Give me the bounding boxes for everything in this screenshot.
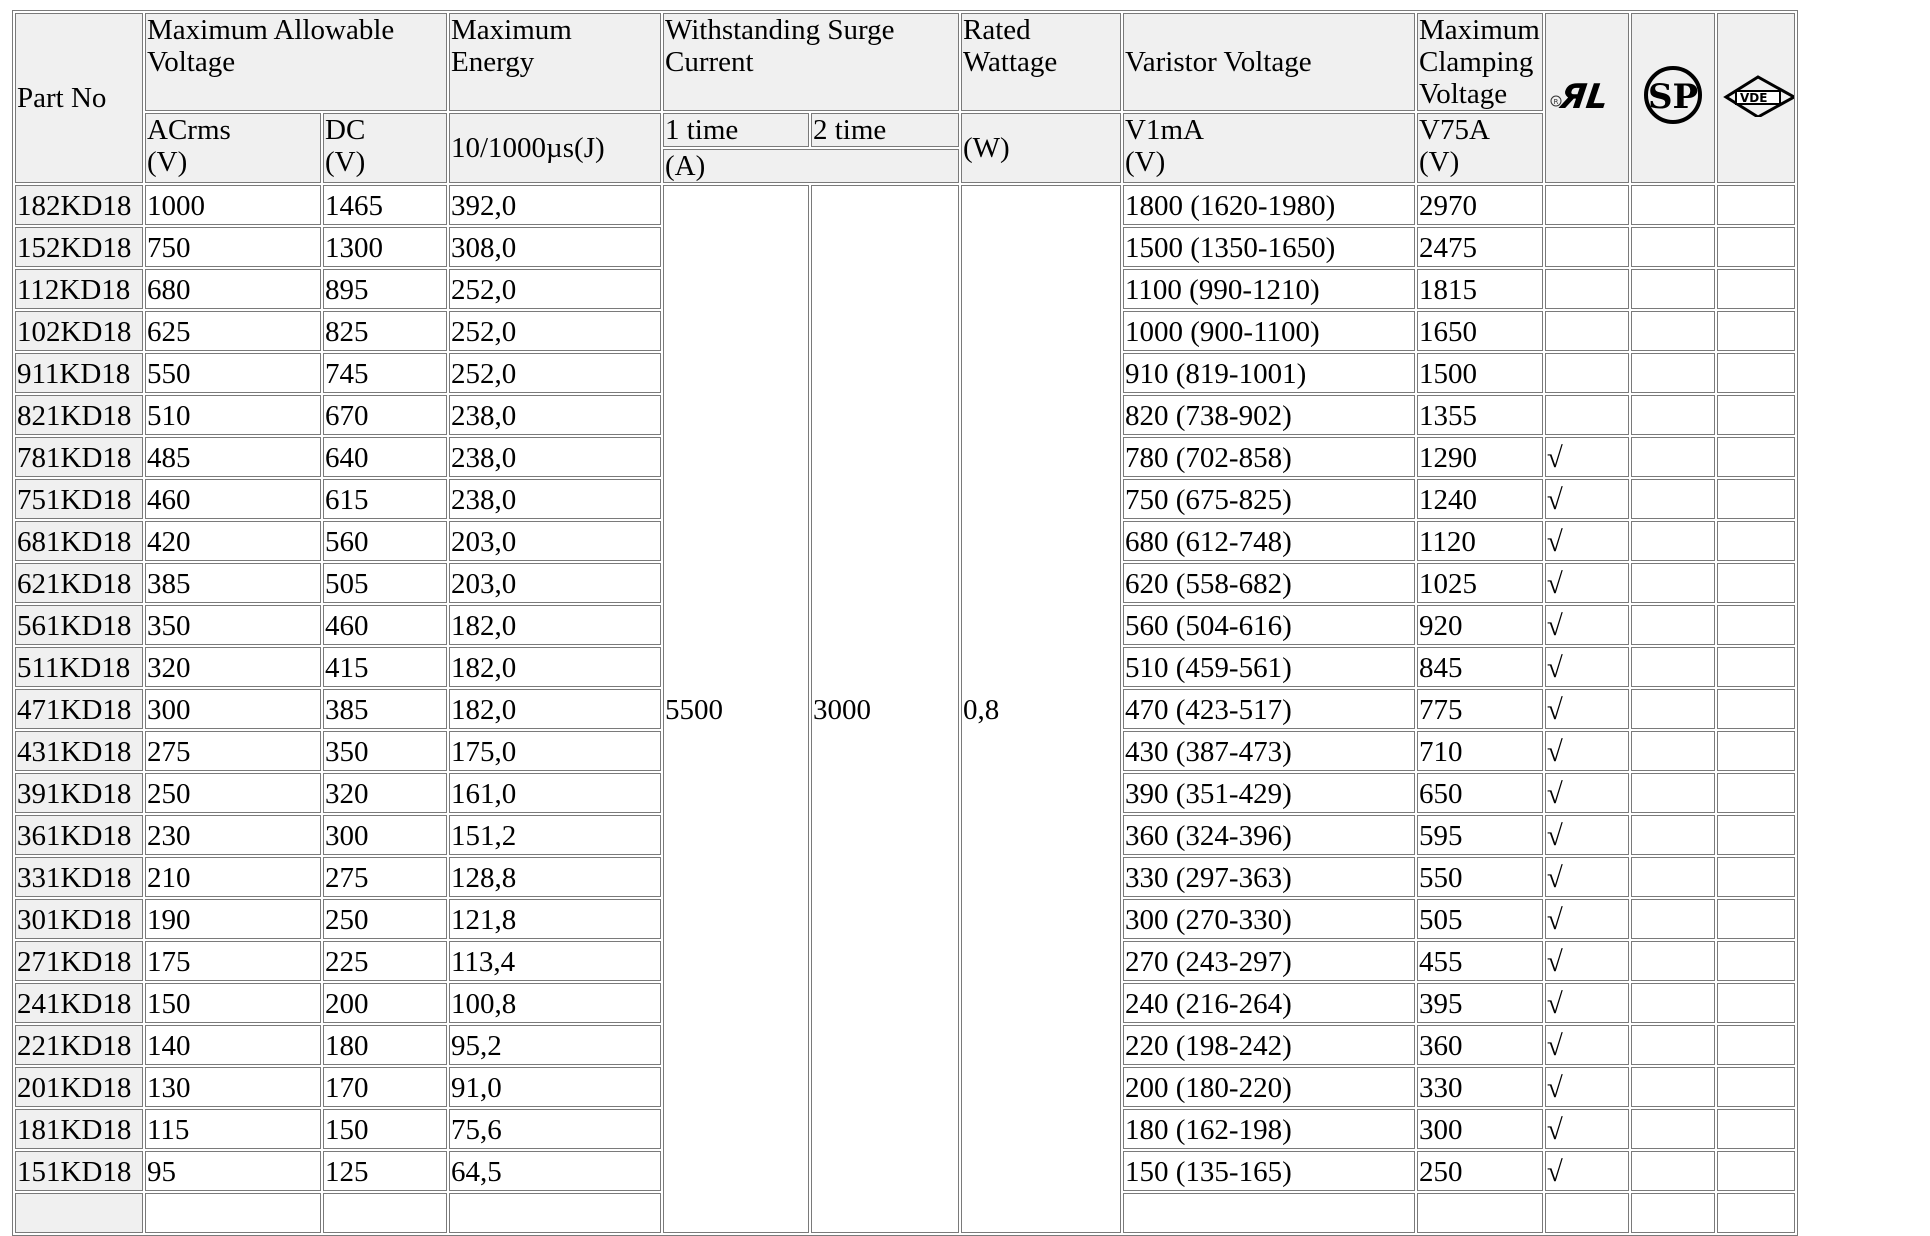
ul-check-cell: [1545, 353, 1629, 393]
csa-cert-header: [1631, 13, 1715, 183]
ul-check-cell: √: [1545, 521, 1629, 561]
part-no-cell: 911KD18: [15, 353, 143, 393]
clamping-voltage-cell: 1240: [1417, 479, 1543, 519]
vde-check-cell: [1717, 1025, 1795, 1065]
part-no-cell: 301KD18: [15, 899, 143, 939]
csa-check-cell: [1631, 1151, 1715, 1191]
energy-cell: 113,4: [449, 941, 661, 981]
energy-cell: 100,8: [449, 983, 661, 1023]
part-no-cell: 561KD18: [15, 605, 143, 645]
csa-check-cell: [1631, 857, 1715, 897]
vde-check-cell: [1717, 311, 1795, 351]
dc-cell: 615: [323, 479, 447, 519]
energy-cell: 175,0: [449, 731, 661, 771]
energy-cell: 238,0: [449, 479, 661, 519]
part-no-cell: 241KD18: [15, 983, 143, 1023]
clamping-voltage-cell: 650: [1417, 773, 1543, 813]
part-no-cell: 821KD18: [15, 395, 143, 435]
ul-check-cell: √: [1545, 647, 1629, 687]
dc-cell: 250: [323, 899, 447, 939]
header-energy-sub: 10/1000µs(J): [449, 113, 661, 183]
ul-check-cell: √: [1545, 563, 1629, 603]
acrms-cell: 95: [145, 1151, 321, 1191]
part-no-cell: 152KD18: [15, 227, 143, 267]
energy-cell: 91,0: [449, 1067, 661, 1107]
part-no-cell: 511KD18: [15, 647, 143, 687]
vde-cert-header: [1717, 13, 1795, 183]
part-no-cell: 271KD18: [15, 941, 143, 981]
dc-cell: 125: [323, 1151, 447, 1191]
energy-cell: 64,5: [449, 1151, 661, 1191]
vde-check-cell: [1717, 395, 1795, 435]
varistor-spec-table: [12, 10, 1798, 1236]
header-wattage-unit: (W): [961, 113, 1121, 183]
header-v1ma-cell: [1123, 113, 1415, 183]
header-dc-unit: (V): [325, 146, 366, 178]
dc-cell: 350: [323, 731, 447, 771]
clamping-voltage-cell: 595: [1417, 815, 1543, 855]
vde-check-cell: [1717, 227, 1795, 267]
csa-check-cell: [1631, 563, 1715, 603]
clamping-voltage-cell: 360: [1417, 1025, 1543, 1065]
vde-check-cell: [1717, 689, 1795, 729]
rated-wattage-cell: 0,8: [961, 185, 1121, 1233]
ul-check-cell: [1545, 269, 1629, 309]
ul-cert-header: [1545, 13, 1629, 183]
part-no-cell: 431KD18: [15, 731, 143, 771]
varistor-voltage-cell: 200 (180-220): [1123, 1067, 1415, 1107]
acrms-cell: 420: [145, 521, 321, 561]
clamping-voltage-cell: 1025: [1417, 563, 1543, 603]
csa-check-cell: [1631, 773, 1715, 813]
ul-check-cell: √: [1545, 479, 1629, 519]
dc-cell: 415: [323, 647, 447, 687]
header-two-time: 2 time: [811, 113, 959, 147]
vde-check-cell: [1717, 1109, 1795, 1149]
vde-icon: [1718, 73, 1794, 117]
vde-check-cell: [1717, 479, 1795, 519]
header-surge-unit: (A): [663, 149, 959, 183]
csa-check-cell: [1631, 1193, 1715, 1233]
vde-check-cell: [1717, 773, 1795, 813]
part-no-cell: 391KD18: [15, 773, 143, 813]
acrms-cell: 300: [145, 689, 321, 729]
acrms-cell: 130: [145, 1067, 321, 1107]
header-varistor-unit: (V): [1125, 146, 1166, 178]
csa-check-cell: [1631, 479, 1715, 519]
header-acrms: ACrms: [147, 114, 231, 146]
csa-check-cell: [1631, 437, 1715, 477]
vde-check-cell: [1717, 941, 1795, 981]
vde-check-cell: [1717, 1067, 1795, 1107]
csa-check-cell: [1631, 311, 1715, 351]
csa-check-cell: [1631, 605, 1715, 645]
csa-check-cell: [1631, 269, 1715, 309]
energy-cell: 182,0: [449, 689, 661, 729]
table-header: [15, 13, 1795, 183]
dc-cell: 670: [323, 395, 447, 435]
clamping-voltage-cell: 775: [1417, 689, 1543, 729]
acrms-cell: 320: [145, 647, 321, 687]
acrms-cell: 175: [145, 941, 321, 981]
vde-check-cell: [1717, 605, 1795, 645]
ul-check-cell: √: [1545, 815, 1629, 855]
part-no-cell: 181KD18: [15, 1109, 143, 1149]
clamping-voltage-cell: 550: [1417, 857, 1543, 897]
energy-cell: 252,0: [449, 353, 661, 393]
header-one-time: 1 time: [663, 113, 809, 147]
clamping-voltage-cell: 1650: [1417, 311, 1543, 351]
part-no-cell: [15, 1193, 143, 1233]
svg-text:VDE: VDE: [1739, 90, 1768, 105]
header-max-energy: Maximum Energy: [449, 13, 661, 111]
header-acrms-cell: [145, 113, 321, 183]
acrms-cell: 230: [145, 815, 321, 855]
dc-cell: 300: [323, 815, 447, 855]
header-acrms-unit: (V): [147, 146, 188, 178]
csa-check-cell: [1631, 983, 1715, 1023]
clamping-voltage-cell: 1815: [1417, 269, 1543, 309]
varistor-voltage-cell: [1123, 1193, 1415, 1233]
varistor-voltage-cell: 470 (423-517): [1123, 689, 1415, 729]
vde-check-cell: [1717, 521, 1795, 561]
energy-cell: 121,8: [449, 899, 661, 939]
ul-check-cell: √: [1545, 1067, 1629, 1107]
acrms-cell: 485: [145, 437, 321, 477]
clamping-voltage-cell: 455: [1417, 941, 1543, 981]
varistor-voltage-cell: 390 (351-429): [1123, 773, 1415, 813]
acrms-cell: [145, 1193, 321, 1233]
ul-check-cell: √: [1545, 437, 1629, 477]
part-no-cell: 471KD18: [15, 689, 143, 729]
clamping-voltage-cell: 300: [1417, 1109, 1543, 1149]
energy-cell: 203,0: [449, 521, 661, 561]
dc-cell: 825: [323, 311, 447, 351]
vde-check-cell: [1717, 563, 1795, 603]
energy-cell: 252,0: [449, 269, 661, 309]
varistor-voltage-cell: 430 (387-473): [1123, 731, 1415, 771]
clamping-voltage-cell: 330: [1417, 1067, 1543, 1107]
dc-cell: 460: [323, 605, 447, 645]
part-no-cell: 621KD18: [15, 563, 143, 603]
vde-check-cell: [1717, 731, 1795, 771]
dc-cell: 560: [323, 521, 447, 561]
ul-check-cell: √: [1545, 689, 1629, 729]
vde-check-cell: [1717, 185, 1795, 225]
energy-cell: [449, 1193, 661, 1233]
dc-cell: 895: [323, 269, 447, 309]
varistor-voltage-cell: 220 (198-242): [1123, 1025, 1415, 1065]
ul-check-cell: √: [1545, 899, 1629, 939]
acrms-cell: 680: [145, 269, 321, 309]
varistor-voltage-cell: 910 (819-1001): [1123, 353, 1415, 393]
csa-check-cell: [1631, 521, 1715, 561]
svg-text:SP: SP: [1647, 76, 1698, 117]
acrms-cell: 510: [145, 395, 321, 435]
varistor-voltage-cell: 360 (324-396): [1123, 815, 1415, 855]
header-surge-current: Withstanding Surge Current: [663, 13, 959, 111]
varistor-voltage-cell: 1100 (990-1210): [1123, 269, 1415, 309]
acrms-cell: 250: [145, 773, 321, 813]
dc-cell: 180: [323, 1025, 447, 1065]
part-no-cell: 151KD18: [15, 1151, 143, 1191]
header-part-no: Part No: [15, 13, 143, 183]
csa-check-cell: [1631, 395, 1715, 435]
ul-check-cell: √: [1545, 983, 1629, 1023]
energy-cell: 308,0: [449, 227, 661, 267]
part-no-cell: 221KD18: [15, 1025, 143, 1065]
header-dc-cell: [323, 113, 447, 183]
ul-check-cell: √: [1545, 941, 1629, 981]
dc-cell: 1300: [323, 227, 447, 267]
vde-check-cell: [1717, 983, 1795, 1023]
header-v1ma: V1mA: [1125, 114, 1204, 146]
table-body: [15, 185, 1795, 1233]
csa-check-cell: [1631, 689, 1715, 729]
heading-strip: [0, 0, 1930, 10]
dc-cell: 1465: [323, 185, 447, 225]
dc-cell: 385: [323, 689, 447, 729]
varistor-voltage-cell: 330 (297-363): [1123, 857, 1415, 897]
header-dc: DC: [325, 114, 366, 146]
acrms-cell: 1000: [145, 185, 321, 225]
ul-check-cell: [1545, 1193, 1629, 1233]
part-no-cell: 182KD18: [15, 185, 143, 225]
ul-icon: [1546, 70, 1628, 120]
vde-check-cell: [1717, 437, 1795, 477]
ul-check-cell: [1545, 311, 1629, 351]
varistor-voltage-cell: 820 (738-902): [1123, 395, 1415, 435]
clamping-voltage-cell: 2475: [1417, 227, 1543, 267]
acrms-cell: 210: [145, 857, 321, 897]
csa-check-cell: [1631, 353, 1715, 393]
acrms-cell: 190: [145, 899, 321, 939]
varistor-voltage-cell: 300 (270-330): [1123, 899, 1415, 939]
ul-check-cell: √: [1545, 1109, 1629, 1149]
acrms-cell: 350: [145, 605, 321, 645]
energy-cell: 238,0: [449, 395, 661, 435]
header-clamping-unit: (V): [1419, 146, 1460, 178]
part-no-cell: 751KD18: [15, 479, 143, 519]
energy-cell: 151,2: [449, 815, 661, 855]
dc-cell: 200: [323, 983, 447, 1023]
svg-text:ЯL: ЯL: [1557, 76, 1611, 117]
acrms-cell: 750: [145, 227, 321, 267]
part-no-cell: 102KD18: [15, 311, 143, 351]
acrms-cell: 150: [145, 983, 321, 1023]
surge-1-time-cell: 5500: [663, 185, 809, 1233]
vde-check-cell: [1717, 269, 1795, 309]
varistor-voltage-cell: 180 (162-198): [1123, 1109, 1415, 1149]
dc-cell: 225: [323, 941, 447, 981]
energy-cell: 75,6: [449, 1109, 661, 1149]
varistor-voltage-cell: 510 (459-561): [1123, 647, 1415, 687]
energy-cell: 182,0: [449, 605, 661, 645]
acrms-cell: 385: [145, 563, 321, 603]
ul-check-cell: √: [1545, 731, 1629, 771]
header-max-allowable-voltage: Maximum Allowable Voltage: [145, 13, 447, 111]
csa-check-cell: [1631, 731, 1715, 771]
table-row: [15, 185, 1795, 225]
energy-cell: 95,2: [449, 1025, 661, 1065]
ul-check-cell: √: [1545, 1151, 1629, 1191]
csa-check-cell: [1631, 899, 1715, 939]
csa-check-cell: [1631, 815, 1715, 855]
vde-check-cell: [1717, 1151, 1795, 1191]
ul-check-cell: √: [1545, 605, 1629, 645]
header-varistor-voltage: Varistor Voltage: [1123, 13, 1415, 111]
energy-cell: 182,0: [449, 647, 661, 687]
clamping-voltage-cell: [1417, 1193, 1543, 1233]
csa-icon: [1633, 64, 1713, 126]
energy-cell: 161,0: [449, 773, 661, 813]
clamping-voltage-cell: 2970: [1417, 185, 1543, 225]
dc-cell: 320: [323, 773, 447, 813]
ul-check-cell: √: [1545, 857, 1629, 897]
energy-cell: 392,0: [449, 185, 661, 225]
clamping-voltage-cell: 1355: [1417, 395, 1543, 435]
vde-check-cell: [1717, 353, 1795, 393]
clamping-voltage-cell: 250: [1417, 1151, 1543, 1191]
header-rated-wattage: Rated Wattage: [961, 13, 1121, 111]
csa-check-cell: [1631, 647, 1715, 687]
csa-check-cell: [1631, 1067, 1715, 1107]
ul-check-cell: √: [1545, 773, 1629, 813]
part-no-cell: 361KD18: [15, 815, 143, 855]
header-max-clamping-voltage: Maximum Clamping Voltage: [1417, 13, 1543, 111]
ul-check-cell: [1545, 227, 1629, 267]
part-no-cell: 681KD18: [15, 521, 143, 561]
dc-cell: 745: [323, 353, 447, 393]
varistor-voltage-cell: 270 (243-297): [1123, 941, 1415, 981]
part-no-cell: 331KD18: [15, 857, 143, 897]
vde-check-cell: [1717, 1193, 1795, 1233]
dc-cell: 150: [323, 1109, 447, 1149]
dc-cell: [323, 1193, 447, 1233]
varistor-voltage-cell: 240 (216-264): [1123, 983, 1415, 1023]
clamping-voltage-cell: 1500: [1417, 353, 1543, 393]
varistor-voltage-cell: 680 (612-748): [1123, 521, 1415, 561]
acrms-cell: 460: [145, 479, 321, 519]
part-no-cell: 112KD18: [15, 269, 143, 309]
part-no-cell: 781KD18: [15, 437, 143, 477]
vde-check-cell: [1717, 899, 1795, 939]
ul-check-cell: [1545, 185, 1629, 225]
dc-cell: 505: [323, 563, 447, 603]
header-v75a-cell: [1417, 113, 1543, 183]
vde-check-cell: [1717, 815, 1795, 855]
clamping-voltage-cell: 505: [1417, 899, 1543, 939]
dc-cell: 275: [323, 857, 447, 897]
vde-check-cell: [1717, 857, 1795, 897]
vde-check-cell: [1717, 647, 1795, 687]
clamping-voltage-cell: 710: [1417, 731, 1543, 771]
csa-check-cell: [1631, 227, 1715, 267]
acrms-cell: 140: [145, 1025, 321, 1065]
varistor-voltage-cell: 620 (558-682): [1123, 563, 1415, 603]
acrms-cell: 275: [145, 731, 321, 771]
varistor-voltage-cell: 1000 (900-1100): [1123, 311, 1415, 351]
clamping-voltage-cell: 845: [1417, 647, 1543, 687]
header-v75a: V75A: [1419, 114, 1490, 146]
dc-cell: 170: [323, 1067, 447, 1107]
ul-check-cell: [1545, 395, 1629, 435]
csa-check-cell: [1631, 185, 1715, 225]
dc-cell: 640: [323, 437, 447, 477]
energy-cell: 203,0: [449, 563, 661, 603]
clamping-voltage-cell: 920: [1417, 605, 1543, 645]
varistor-voltage-cell: 750 (675-825): [1123, 479, 1415, 519]
varistor-voltage-cell: 1500 (1350-1650): [1123, 227, 1415, 267]
energy-cell: 128,8: [449, 857, 661, 897]
csa-check-cell: [1631, 1109, 1715, 1149]
csa-check-cell: [1631, 1025, 1715, 1065]
varistor-voltage-cell: 1800 (1620-1980): [1123, 185, 1415, 225]
acrms-cell: 115: [145, 1109, 321, 1149]
varistor-voltage-cell: 780 (702-858): [1123, 437, 1415, 477]
csa-check-cell: [1631, 941, 1715, 981]
ul-check-cell: √: [1545, 1025, 1629, 1065]
clamping-voltage-cell: 1290: [1417, 437, 1543, 477]
clamping-voltage-cell: 1120: [1417, 521, 1543, 561]
acrms-cell: 625: [145, 311, 321, 351]
varistor-voltage-cell: 560 (504-616): [1123, 605, 1415, 645]
svg-text:R: R: [1553, 97, 1559, 106]
clamping-voltage-cell: 395: [1417, 983, 1543, 1023]
varistor-voltage-cell: 150 (135-165): [1123, 1151, 1415, 1191]
part-no-cell: 201KD18: [15, 1067, 143, 1107]
acrms-cell: 550: [145, 353, 321, 393]
energy-cell: 238,0: [449, 437, 661, 477]
surge-2-time-cell: 3000: [811, 185, 959, 1233]
energy-cell: 252,0: [449, 311, 661, 351]
